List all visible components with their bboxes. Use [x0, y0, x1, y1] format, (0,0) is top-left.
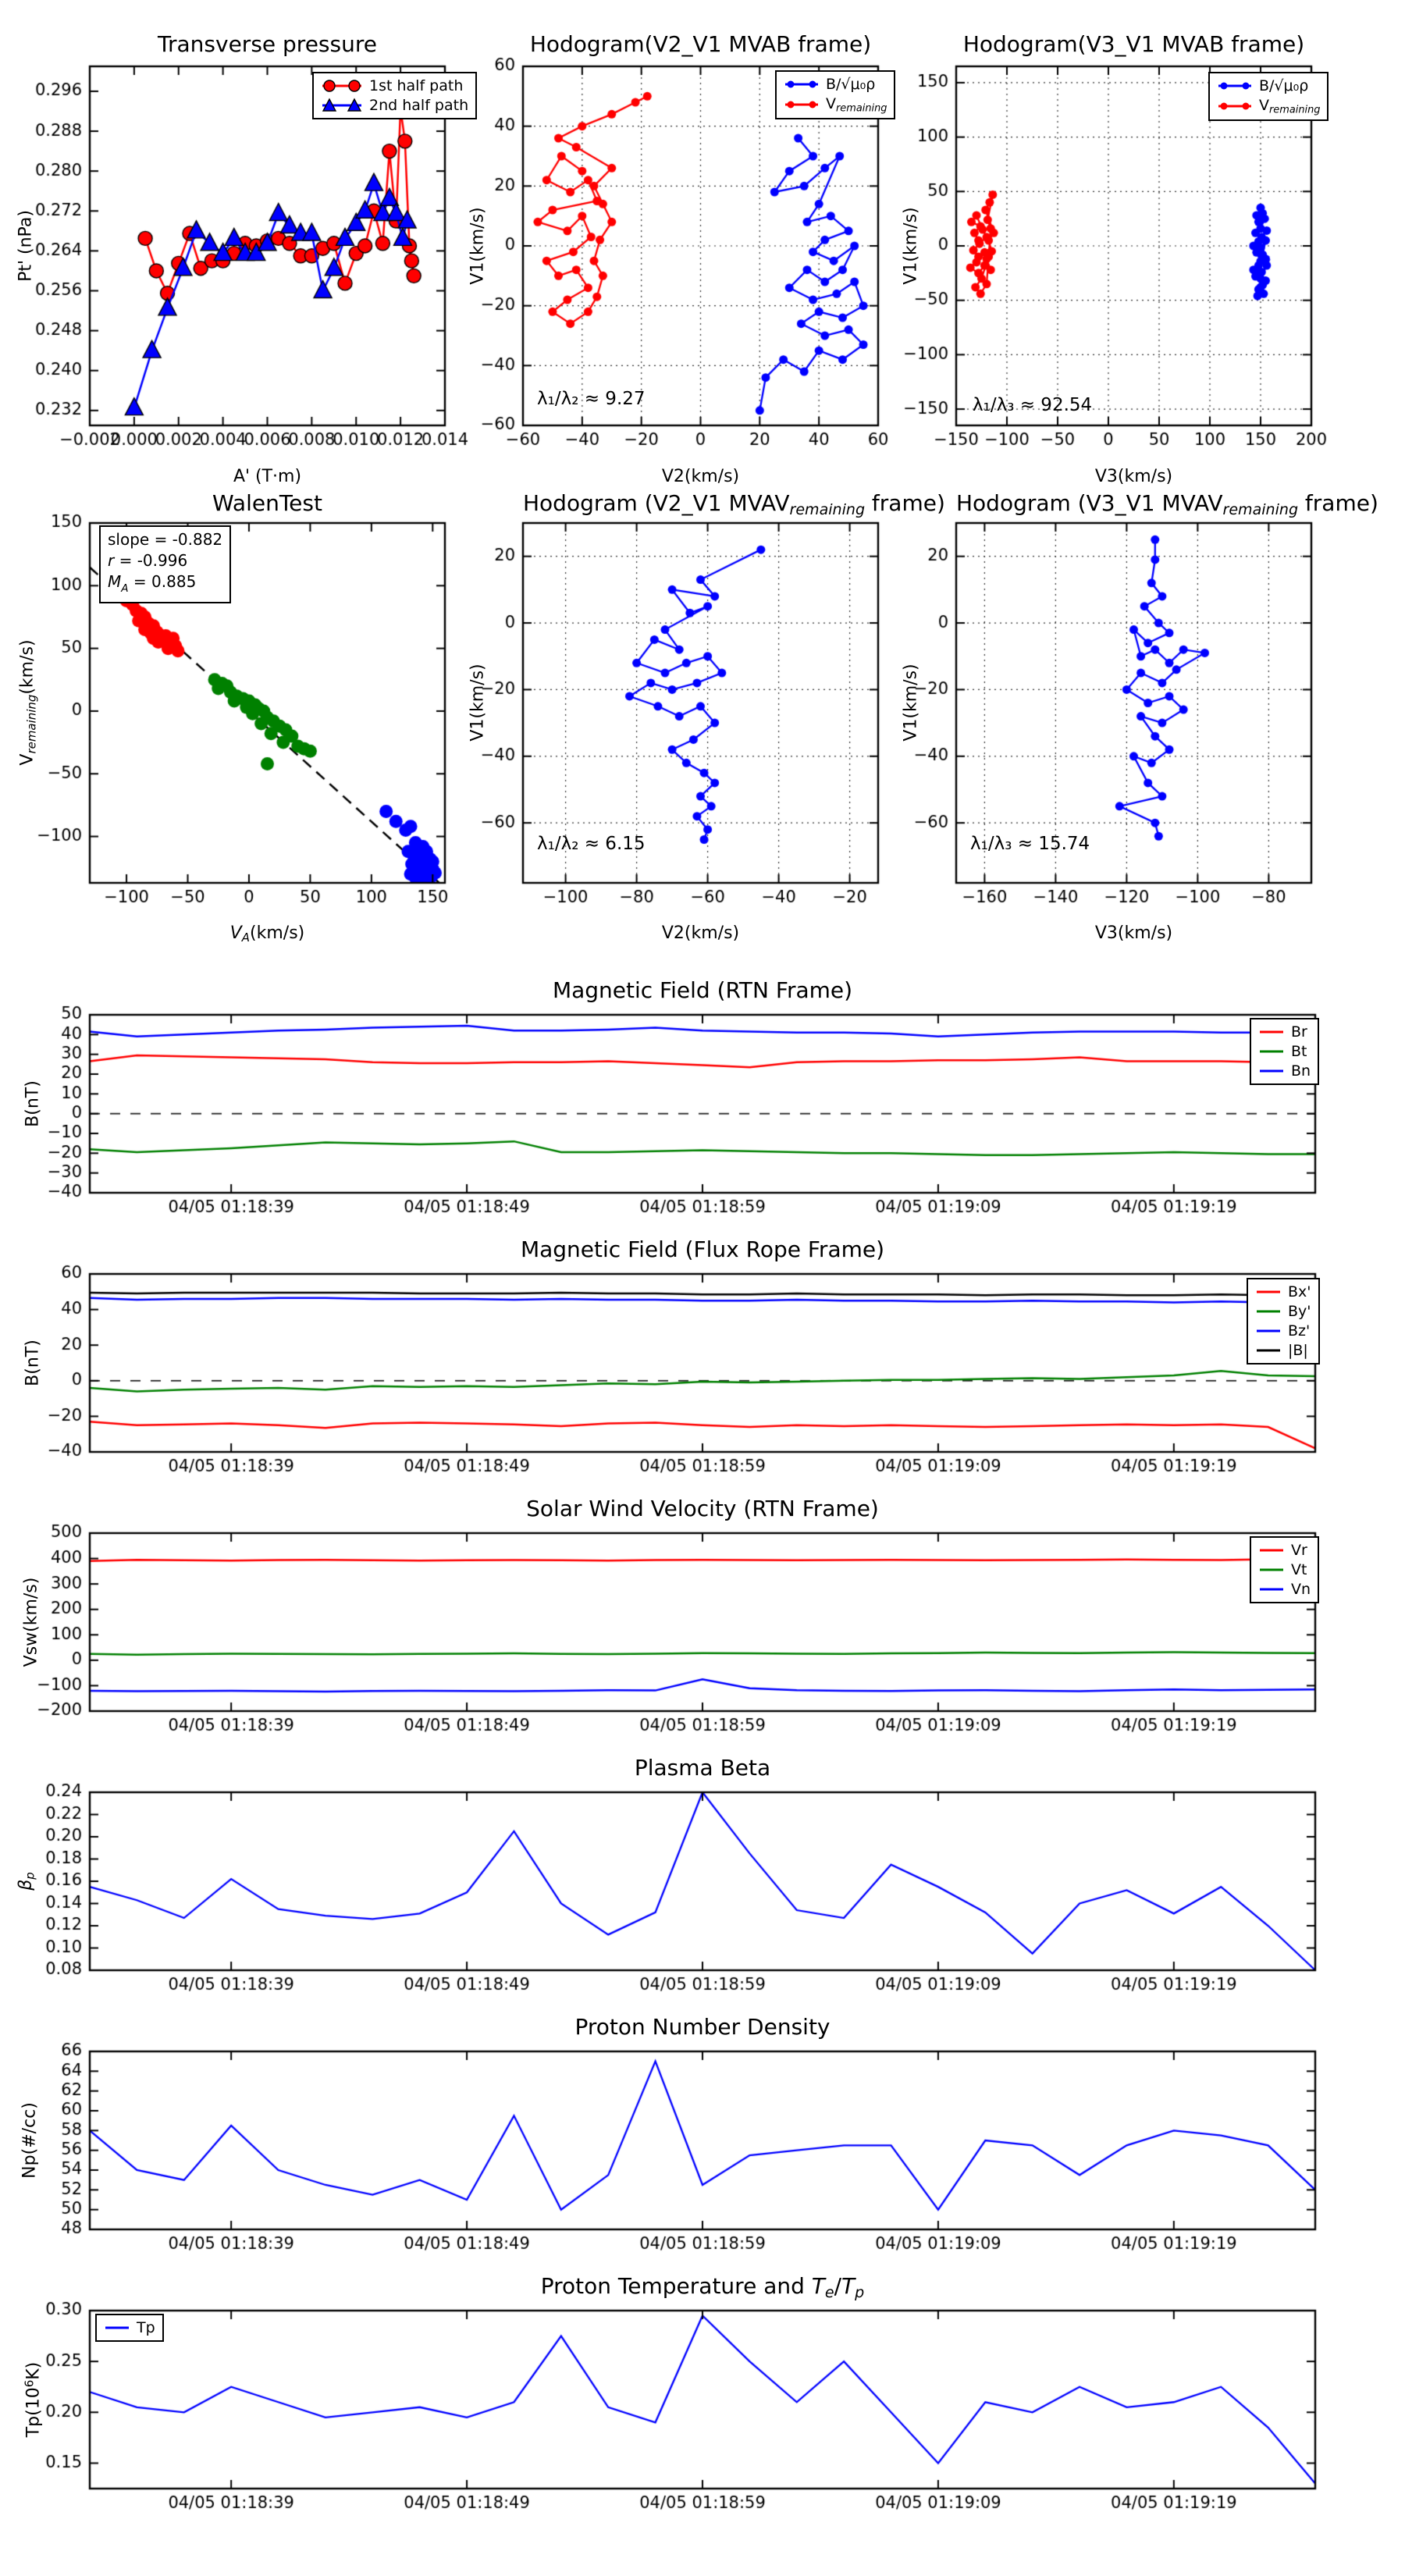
line-swatch	[104, 2323, 130, 2332]
ylabel-v1-mvav-2: V1(km/s)	[468, 664, 488, 742]
panel-proton-temperature-title: Proton Temperature and Te/Tp	[540, 2273, 865, 2301]
panel-hodogram-v2v1-mvav-title: Hodogram (V2_V1 MVAVremaining frame)	[523, 490, 945, 518]
legend-entry-vt	[1258, 1561, 1311, 1578]
legend-label: By'	[1288, 1303, 1311, 1320]
legend-label: B/√μ₀ρ	[826, 76, 876, 93]
line-swatch	[1258, 1565, 1285, 1574]
legend-label: 2nd half path	[369, 97, 469, 114]
ylabel-pt: Pt' (nPa)	[16, 210, 36, 282]
legend-b-rtn	[1250, 1018, 1319, 1085]
legend-label: Tp	[137, 2319, 155, 2336]
panel-walen-test-title: WalenTest	[212, 490, 322, 516]
ylabel-vsw: Vsw(km/s)	[21, 1577, 41, 1667]
dot-line-swatch	[1217, 100, 1253, 112]
ylabel-v1-mvav-3: V1(km/s)	[901, 664, 921, 742]
panel-proton-density-title: Proton Number Density	[574, 2014, 831, 2040]
panel-hodogram-v3v1-mvab-title: Hodogram(V3_V1 MVAB frame)	[962, 31, 1305, 57]
legend-label: Vn	[1291, 1581, 1311, 1598]
ylabel-v1-mvab-2: V1(km/s)	[468, 207, 488, 285]
line-swatch	[1258, 1047, 1285, 1056]
panel-vsw-title: Solar Wind Velocity (RTN Frame)	[526, 1496, 879, 1521]
line-swatch	[1258, 1585, 1285, 1594]
legend-label: 1st half path	[369, 77, 464, 94]
legend-label: Bz'	[1288, 1322, 1311, 1340]
panel-plasma-beta-title: Plasma Beta	[634, 1755, 771, 1781]
annotation-lambda-ratio-mvav-v3: λ₁/λ₃ ≈ 15.74	[970, 834, 1090, 854]
legend-entry-b	[784, 76, 887, 93]
annotation-lambda-ratio-mvab-v3: λ₁/λ₃ ≈ 92.54	[973, 395, 1093, 415]
line-swatch	[1255, 1326, 1282, 1336]
line-swatch	[1255, 1307, 1282, 1316]
line-swatch	[1258, 1027, 1285, 1037]
legend-entry-bx	[1255, 1283, 1311, 1300]
panel-hodogram-v3v1-mvav-title: Hodogram (V3_V1 MVAVremaining frame)	[956, 490, 1378, 518]
legend-entry-tp	[104, 2319, 155, 2336]
ylabel-np: Np(#/cc)	[20, 2102, 40, 2179]
panel-b-rtn-title: Magnetic Field (RTN Frame)	[552, 977, 853, 1003]
line-swatch	[1258, 1546, 1285, 1555]
legend-entry-v-remaining	[784, 95, 887, 114]
legend-entry-b	[1217, 77, 1320, 94]
walen-slope-value: slope = -0.882	[108, 530, 223, 549]
legend-entry-bmag	[1255, 1342, 1311, 1359]
legend-tp	[95, 2314, 164, 2342]
legend-label: Bt	[1291, 1043, 1307, 1060]
legend-label: Br	[1291, 1023, 1307, 1041]
legend-hodogram-v3v1-mvab	[1208, 72, 1329, 121]
xlabel-va: VA(km/s)	[229, 923, 305, 945]
annotation-lambda-ratio-mvab-v2: λ₁/λ₂ ≈ 9.27	[537, 389, 646, 409]
legend-entry-by	[1255, 1303, 1311, 1320]
dot-line-swatch	[784, 78, 820, 91]
legend-b-fluxrope	[1247, 1278, 1320, 1364]
legend-entry-bz	[1255, 1322, 1311, 1340]
xlabel-a-prime: A' (T·m)	[233, 467, 302, 486]
legend-entry-vn	[1258, 1581, 1311, 1598]
legend-entry-br	[1258, 1023, 1311, 1041]
legend-entry-vr	[1258, 1542, 1311, 1559]
legend-entry-v-remaining	[1217, 97, 1320, 116]
legend-vsw	[1250, 1536, 1319, 1603]
walen-stats-box	[99, 525, 231, 603]
legend-label: Vt	[1291, 1561, 1307, 1578]
ylabel-b-fluxrope: B(nT)	[23, 1340, 43, 1386]
triangle-line-swatch	[321, 98, 363, 113]
walen-ma-value: $M_A = 0.885$	[108, 572, 197, 595]
legend-entry-1st-half	[321, 77, 468, 94]
legend-label: B/√μ₀ρ	[1259, 77, 1309, 94]
line-swatch	[1255, 1346, 1282, 1355]
legend-hodogram-v2v1-mvab	[775, 70, 895, 119]
ylabel-v1-mvab-3: V1(km/s)	[901, 207, 921, 285]
panel-transverse-pressure-title: Transverse pressure	[158, 31, 377, 57]
walen-r-value: r = -0.996	[108, 551, 188, 570]
legend-label: |B|	[1288, 1342, 1308, 1359]
panel-hodogram-v2v1-mvab-title: Hodogram(V2_V1 MVAB frame)	[529, 31, 872, 57]
line-swatch	[1258, 1066, 1285, 1076]
legend-label: Vremaining	[826, 95, 887, 115]
legend-label: Bx'	[1288, 1283, 1311, 1300]
xlabel-v3-mvab: V3(km/s)	[1094, 467, 1173, 486]
ylabel-v-remaining: Vremaining(km/s)	[17, 639, 39, 766]
legend-label: Vr	[1291, 1542, 1307, 1559]
legend-entry-bt	[1258, 1043, 1311, 1060]
xlabel-v2-mvab: V2(km/s)	[661, 467, 740, 486]
annotation-lambda-ratio-mvav-v2: λ₁/λ₂ ≈ 6.15	[537, 834, 646, 854]
dot-line-swatch	[784, 98, 820, 111]
xlabel-v2-mvav: V2(km/s)	[661, 923, 740, 943]
xlabel-v3-mvav: V3(km/s)	[1094, 923, 1173, 943]
legend-entry-2nd-half	[321, 97, 468, 114]
ylabel-b-rtn: B(nT)	[23, 1080, 43, 1127]
legend-label: Vremaining	[1259, 97, 1321, 116]
legend-transverse-pressure	[312, 72, 477, 119]
ylabel-beta-p: βp	[16, 1872, 37, 1891]
ylabel-tp: $Tp(10^6K)$	[22, 2361, 44, 2438]
circle-line-swatch	[321, 78, 363, 94]
legend-entry-bn	[1258, 1062, 1311, 1080]
legend-label: Bn	[1291, 1062, 1311, 1080]
line-swatch	[1255, 1287, 1282, 1297]
dot-line-swatch	[1217, 80, 1253, 92]
panel-b-fluxrope-title: Magnetic Field (Flux Rope Frame)	[520, 1236, 885, 1262]
